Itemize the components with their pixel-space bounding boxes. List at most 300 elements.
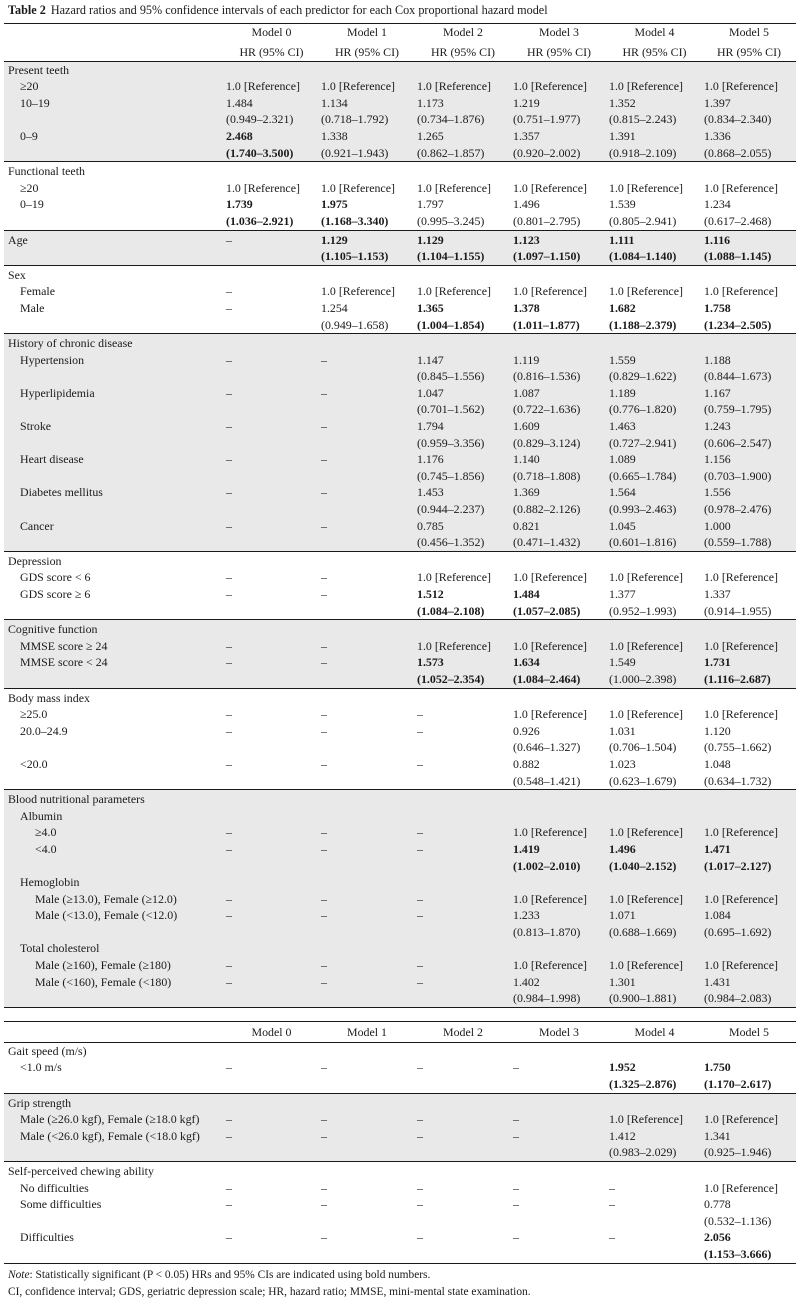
table-cell [415,61,511,78]
table-row [4,435,796,452]
table-cell: (0.813–1.870) [511,924,607,941]
table-cell: 1.431 [702,974,796,991]
table-cell: (0.665–1.784) [607,468,702,485]
table-cell: (0.745–1.856) [415,468,511,485]
table-cell: 1.0 [Reference] [607,891,702,908]
table-row [4,1229,796,1246]
table-row [4,352,796,369]
table-cell: – [226,284,232,299]
table-row [4,95,796,112]
table-cell: (1.097–1.150) [511,248,607,265]
table-cell: (0.815–2.243) [607,111,702,128]
table-cell [607,61,702,78]
table-cell: – [319,518,415,535]
row-label: <20.0 [20,756,48,771]
table-cell: – [513,1180,519,1195]
table-cell [511,1076,607,1093]
table-cell [224,1246,319,1263]
row-label: Blood nutritional parameters [4,790,224,808]
table-cell: (0.559–1.788) [702,534,796,551]
table-row [4,1093,796,1111]
table-cell: 1.023 [609,756,636,771]
table-cell: 1.301 [607,974,702,991]
table-cell: 1.0 [Reference] [609,570,683,585]
table-row [4,518,796,535]
page [4,0,796,1301]
table-cell: (0.532–1.136) [704,1213,772,1228]
table-cell: 1.0 [Reference] [417,284,491,299]
table-caption [4,2,796,23]
col-header: Model 3 [539,25,579,39]
row-label [4,213,224,230]
significance-note [8,1267,796,1284]
table-cell: (0.984–1.998) [511,990,607,1007]
row-label: Hyperlipidemia [4,385,224,402]
table-cell [607,334,702,352]
table-cell: – [224,907,319,924]
row-label [4,671,224,688]
table-cell [319,534,415,551]
table-cell: 1.156 [702,451,796,468]
table-cell: 1.189 [607,385,702,402]
table-cell: (0.703–1.900) [702,468,796,485]
table-cell: (0.718–1.792) [319,111,415,128]
table-cell [511,688,607,706]
table-cell [319,468,415,485]
table-cell: 1.140 [511,451,607,468]
table-cell: 1.975 [321,197,348,212]
table-cell: (0.995–3.245) [417,213,485,228]
table-cell: – [319,484,415,501]
table-cell [607,1093,702,1111]
table-cell [319,790,415,808]
table-cell [319,1042,415,1059]
table-cell [319,671,415,688]
table-cell [224,551,319,569]
table-cell [702,808,796,825]
table-cell [319,1162,415,1180]
table-cell [224,265,319,283]
table-cell: 0.785 [415,518,511,535]
table-cell: – [417,1230,423,1245]
table-cell: – [224,654,319,671]
table-cell: (0.727–2.941) [607,435,702,452]
table-cell: 1.0 [Reference] [513,707,587,722]
table-cell [224,61,319,78]
table-cell [319,874,415,891]
row-label: Cognitive function [4,620,224,638]
table-cell: 1.167 [702,385,796,402]
table-row [4,551,796,569]
table-cell: 1.047 [415,385,511,402]
table-cell: – [224,484,319,501]
table-cell [224,1162,319,1180]
col-header: Model 2 [443,1024,483,1039]
table-body-2 [4,1042,796,1263]
table-cell: (0.646–1.327) [513,740,581,755]
table-cell: 1.758 [704,300,731,315]
table-cell: – [226,707,232,722]
table-cell: – [321,1180,327,1195]
table-cell [415,1093,511,1111]
table-cell: – [319,841,415,858]
table-cell: – [415,1128,511,1145]
row-label: 0–19 [20,197,44,212]
table-cell: 1.0 [Reference] [226,180,300,195]
table-cell: 1.123 [511,230,607,248]
table-cell: 1.0 [Reference] [607,824,702,841]
table-cell: – [417,723,423,738]
table-cell [224,501,319,518]
table-cell: (0.548–1.421) [513,773,581,788]
table-row [4,569,796,586]
col-subheader: HR (95% CI) [334,44,400,59]
table-cell: 1.045 [607,518,702,535]
table-cell [415,940,511,957]
table-cell: 1.750 [704,1060,731,1075]
table-cell [511,1042,607,1059]
col-header: Model 5 [729,25,769,39]
table-cell: (0.829–3.124) [511,435,607,452]
table-cell [224,773,319,790]
table-cell: 1.453 [415,484,511,501]
table-cell: – [321,707,327,722]
table-cell: 1.0 [Reference] [511,957,607,974]
table-row [4,265,796,283]
table-cell: 1.0 [Reference] [513,284,587,299]
table-cell [319,620,415,638]
table-cell: – [224,518,319,535]
table-cell [415,990,511,1007]
table-cell: (0.734–1.876) [415,111,511,128]
row-label [4,1076,224,1093]
table-cell: 1.000 [702,518,796,535]
row-label: Male (<26.0 kgf), Female (<18.0 kgf) [4,1128,224,1145]
table-cell [319,773,415,790]
table-cell: (0.900–1.881) [607,990,702,1007]
table-cell [607,265,702,283]
table-cell: – [226,300,232,315]
row-label: Male (≥13.0), Female (≥12.0) [4,891,224,908]
table-cell: 1.365 [417,300,444,315]
row-label: Depression [8,553,62,568]
table-cell: 1.0 [Reference] [415,78,511,95]
table-row [4,283,796,300]
table-cell: (0.959–3.356) [415,435,511,452]
row-label: 0–9 [4,128,224,145]
table-cell: (1.104–1.155) [415,248,511,265]
table-cell [224,1042,319,1059]
table-cell: – [319,824,415,841]
table-row [4,368,796,385]
table-cell: – [415,891,511,908]
table-cell [415,1246,511,1263]
table-cell: – [609,1230,615,1245]
table-cell [415,620,511,638]
table-cell: 1.120 [704,723,731,738]
table-cell [224,1144,319,1161]
table-row [4,808,796,825]
table-cell: – [226,1230,232,1245]
table-cell [607,790,702,808]
table-cell [607,808,702,825]
table-cell: 0.926 [513,723,540,738]
table-cell: – [417,1060,423,1075]
table-cell: 1.0 [Reference] [607,1111,702,1128]
header-row-2 [4,1021,796,1042]
table-cell: – [226,756,232,771]
table-cell: (0.755–1.662) [704,740,772,755]
table-cell [702,1093,796,1111]
table-cell: 1.119 [511,352,607,369]
table-cell: – [319,974,415,991]
table-cell [511,1144,607,1161]
table-cell: 1.0 [Reference] [609,180,683,195]
table-row [4,1042,796,1059]
table-row [4,907,796,924]
table-cell: – [321,587,327,601]
table-cell: (0.471–1.432) [511,534,607,551]
table-cell [607,940,702,957]
table-cell [511,790,607,808]
table-cell: 1.0 [Reference] [511,891,607,908]
table-row [4,1246,796,1263]
table-row [4,654,796,671]
table-row [4,1144,796,1161]
table-cell: (0.914–1.955) [704,603,772,618]
table-cell: – [321,1060,327,1075]
table-row [4,162,796,180]
table-cell: 1.173 [415,95,511,112]
table-cell: – [224,230,319,248]
table-cell [224,671,319,688]
table-cell [224,534,319,551]
table-cell [511,265,607,283]
row-label: No difficulties [20,1180,89,1195]
table-cell: (1.084–2.464) [511,671,607,688]
table-cell: – [319,352,415,369]
table-cell [319,808,415,825]
table-row [4,248,796,265]
table-cell [702,790,796,808]
table-cell: 1.484 [224,95,319,112]
table-cell: 1.0 [Reference] [607,638,702,655]
row-label: 20.0–24.9 [20,723,68,738]
table-row [4,1128,796,1145]
table-cell: 1.031 [609,723,636,738]
table-cell [607,1162,702,1180]
table-cell: – [513,1060,519,1075]
row-label: ≥20 [20,180,39,195]
row-label [4,501,224,518]
row-label [4,317,224,334]
table-cell: 1.0 [Reference] [609,284,683,299]
table-cell [511,874,607,891]
table-cell [319,1246,415,1263]
row-label: Total cholesterol [4,940,224,957]
table-cell [224,790,319,808]
table-cell: (0.918–2.109) [607,145,702,162]
table-cell: 0.821 [511,518,607,535]
row-label: GDS score < 6 [20,570,91,585]
table-cell: 1.337 [704,587,731,601]
table-row [4,891,796,908]
table-cell: 1.634 [511,654,607,671]
table-cell: 1.412 [607,1128,702,1145]
row-label: GDS score ≥ 6 [20,587,91,601]
table-cell [224,162,319,180]
table-cell: 1.419 [511,841,607,858]
table-cell: (0.759–1.795) [702,401,796,418]
row-label: Male (<160), Female (<180) [4,974,224,991]
row-label: Female [20,284,55,299]
table-cell: 0.778 [704,1197,731,1212]
table-cell [511,162,607,180]
table-cell [224,688,319,706]
table-cell: (0.949–2.321) [224,111,319,128]
table-cell [319,435,415,452]
row-label: Functional teeth [8,164,85,179]
table-cell: (1.052–2.354) [415,671,511,688]
header-row [4,24,796,41]
col-header: Model 0 [251,1024,292,1039]
table-row [4,484,796,501]
table-cell: 1.233 [511,907,607,924]
row-label [4,924,224,941]
table-cell: 1.731 [702,654,796,671]
table-cell [319,401,415,418]
table-cell: 1.134 [319,95,415,112]
table-cell [511,551,607,569]
table-cell [607,1042,702,1059]
row-label [4,401,224,418]
table-cell [415,858,511,875]
col-header: Model 4 [634,25,675,39]
table-cell [702,265,796,283]
table-cell: – [609,1197,615,1212]
col-subheader: HR (95% CI) [716,44,782,59]
table-cell: 1.794 [415,418,511,435]
table-cell: (0.944–2.237) [415,501,511,518]
table-cell [224,435,319,452]
table-cell [702,1162,796,1180]
table-row [4,451,796,468]
table-cell: 1.071 [607,907,702,924]
table-cell: (0.952–1.993) [609,603,677,618]
table-row [4,957,796,974]
table-row [4,1180,796,1197]
table-cell: – [319,385,415,402]
table-cell: – [224,1128,319,1145]
table-cell [319,265,415,283]
col-subheader: HR (95% CI) [622,44,687,59]
table-row [4,739,796,756]
table-cell: 1.0 [Reference] [513,180,587,195]
table-cell: 1.549 [607,654,702,671]
table-cell: 1.129 [319,230,415,248]
table-cell: 1.048 [704,756,731,771]
table-cell [224,739,319,756]
table-row [4,620,796,638]
table-cell: – [226,1180,232,1195]
table-cell [319,1093,415,1111]
table-cell: 1.341 [702,1128,796,1145]
table-cell: (0.634–1.732) [704,773,772,788]
table-cell: – [417,1197,423,1212]
table-cell [702,551,796,569]
row-label: Sex [8,267,26,282]
row-label: Male [20,300,45,315]
table-cell [702,1042,796,1059]
row-label: History of chronic disease [4,334,224,352]
table-cell: – [226,723,232,738]
table-cell: (1.188–2.379) [609,317,677,332]
row-label [4,1144,224,1161]
table-cell: 1.369 [511,484,607,501]
table-cell: 1.147 [415,352,511,369]
table-cell [702,162,796,180]
table-cell [319,924,415,941]
table-cell: 1.357 [511,128,607,145]
table-cell [224,603,319,620]
col-header: Model 0 [251,25,292,39]
table-cell: 1.512 [417,587,444,601]
table-cell: (1.057–2.085) [513,603,581,618]
table-cell: (0.984–2.083) [702,990,796,1007]
row-label: ≥20 [4,78,224,95]
table-row [4,586,796,603]
table-gap [4,1008,796,1021]
table-cell [702,620,796,638]
row-label [4,773,224,790]
table-row [4,706,796,723]
table-row [4,1076,796,1093]
table-row [4,671,796,688]
table-body-1 [4,61,796,1007]
table-cell [607,551,702,569]
table-cell: 1.265 [415,128,511,145]
table-row [4,418,796,435]
table-cell [319,688,415,706]
table-cell [224,924,319,941]
table-cell: 1.089 [607,451,702,468]
table-cell: (0.751–1.977) [511,111,607,128]
table-cell: (0.801–2.795) [513,213,581,228]
table-cell: (0.862–1.857) [415,145,511,162]
table-cell: 1.336 [702,128,796,145]
table-cell: 2.468 [224,128,319,145]
row-label: <4.0 [4,841,224,858]
table-cell: 1.338 [319,128,415,145]
table-row [4,688,796,706]
table-cell: (0.949–1.658) [321,317,389,332]
table-cell: 1.0 [Reference] [321,180,395,195]
table-cell: 1.111 [607,230,702,248]
table-cell: (0.456–1.352) [415,534,511,551]
table-cell: 1.471 [702,841,796,858]
table-cell: 0.882 [513,756,540,771]
table-cell: 1.0 [Reference] [704,284,778,299]
table-cell [511,61,607,78]
table-cell [319,162,415,180]
table-row [4,334,796,352]
table-cell [415,551,511,569]
table-cell: 1.0 [Reference] [224,78,319,95]
row-label [4,248,224,265]
table-row [4,1162,796,1180]
table-row [4,145,796,162]
table-cell: 1.609 [511,418,607,435]
